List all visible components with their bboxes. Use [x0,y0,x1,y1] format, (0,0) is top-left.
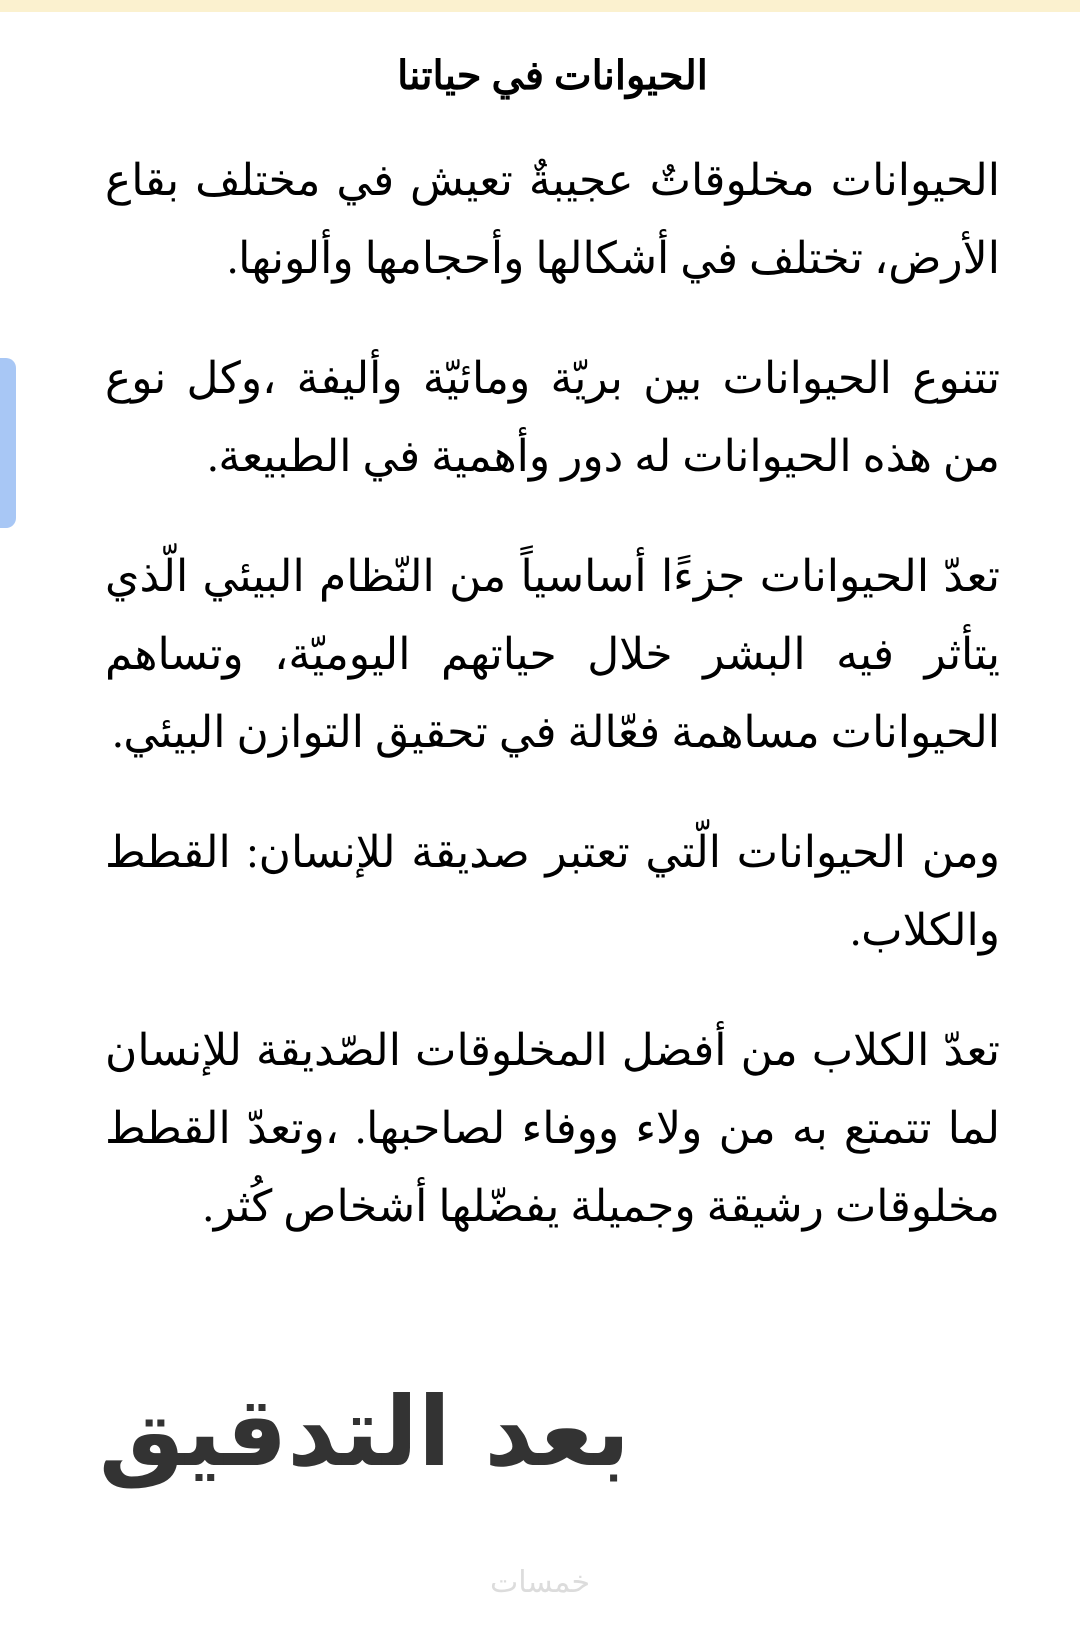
top-status-strip [0,0,1080,12]
document-body [105,40,1000,1288]
khamsat-watermark: خمسات [489,1565,591,1600]
document-title: الحيوانات في حياتنا [397,53,708,98]
side-scroll-handle[interactable] [0,358,16,528]
paragraph-5: تعدّ الكلاب من أفضل المخلوقات الصّديقة للإنسان لما تتمتع به من ولاء ووفاء لصاحبها. ،وتعدّ القطط مخلوقات رشيقة وجميلة يفضّلها أشخاص كُثر. [105,1026,1000,1231]
paragraph-3: تعدّ الحيوانات جزءًا أساسياً من النّظام البيئي الّذي يتأثر فيه البشر خلال حياتهم اليوميّة، وتساهم الحيوانات مساهمة فعّالة في تحقيق التوازن البيئي. [105,552,1000,757]
after-proofreading-label: بعد التدقيق [98,1376,630,1488]
paragraph-4: ومن الحيوانات الّتي تعتبر صديقة للإنسان: القطط والكلاب. [105,828,1000,955]
paragraph-2: تتنوع الحيوانات بين بريّة ومائيّة وأليفة ،وكل نوع من هذه الحيوانات له دور وأهمية في الطبيعة. [105,354,1000,481]
paragraph-1: الحيوانات مخلوقاتٌ عجيبةٌ تعيش في مختلف بقاع الأرض، تختلف في أشكالها وأحجامها وألونها. [105,156,1000,283]
